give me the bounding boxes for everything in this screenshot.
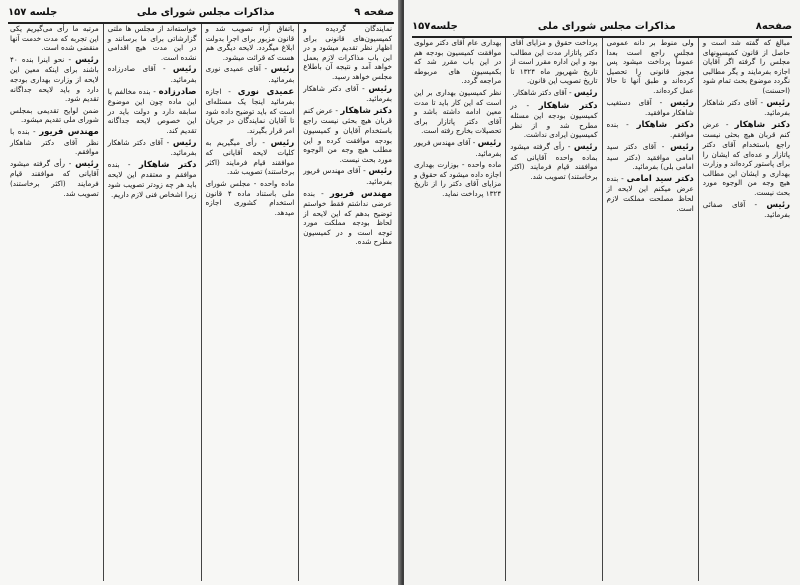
- speaker-name: دکتر شاهکار: [340, 105, 393, 116]
- paragraph-text: مبالغ که گفته شد است و حاصل از قانون کمیسیونهای مجلس را گرفته اگر آقایان اجازه بفرمایند و یگر مطالبی نگردد موضوع بحث تمام شود (احسنت): [702, 38, 790, 95]
- speaker-name: صادرزاده: [158, 86, 197, 97]
- paragraph: دکتر شاهکار - در کمیسیون بودجه این مسئله مطرح شد و از نظر کمیسیون ایرادی نداشت.: [510, 100, 598, 140]
- speaker-name: رئیس: [477, 137, 502, 148]
- speaker-name: دکتر شاهکار: [138, 159, 197, 170]
- paragraph-text: نحو اینرا بنده ۴۰ باشند برای اینکه معین این لایحه از وزارت بهداری بودجه دارد و باید لایحه جداگانه تقدیم شود.: [10, 54, 99, 104]
- speaker-name: رئیس: [766, 97, 790, 108]
- right-page: [404, 0, 800, 585]
- paragraph: [10, 106, 99, 125]
- paragraph: [414, 38, 501, 86]
- paragraph-text: در کمیسیون بودجه این مسئله مطرح شد و از نظر کمیسیون ایرادی نداشت.: [510, 100, 598, 140]
- paragraph-text: آقای مهندس فریور بفرمائید.: [303, 166, 392, 186]
- paragraph-text: اجازه بفرمائید اینجا یک مسئله‌ای است که باید توضیح داده شود تا آقایان نمایندگان در جریان امر قرار بگیرند.: [205, 86, 295, 135]
- paragraph: رئیس - رأی گرفته میشود بماده واحده آقایانی که موافقند قیام فرمایند (اکثر برخاستند) تصویب شد.: [510, 141, 598, 181]
- paragraph-text: ولی منوط بر دانه عمومی مجلس راجع است بعدا عموماً پرداخت میشود پس مجوز قانونی را تحصیل کرده‌اند و طبق آنها تا حالا عمل کرده‌اند.: [606, 38, 694, 95]
- paragraph-text: بنده عرض میکنم این لایحه از لحاظ مصلحت مملکت لازم است.: [606, 173, 694, 213]
- paragraph-text: بهداری عام آقای دکتر مولوی موافقت کمیسیون بودجه هم در این باب مقرر شد که بکمیسیون های مربوطه مراجعه گردد.: [414, 38, 502, 86]
- paragraph-text: بنده موافقم.: [606, 119, 694, 140]
- paragraph-text: مرتبه ما رأی می‌گیریم یکی این تجربه که مدت خدمت آنها منقضی شده است.: [10, 24, 99, 53]
- paragraph-text: رأی گرفته میشود بماده واحده آقایانی که موافقند قیام فرمایند (اکثر برخاستند) تصویب شد.: [510, 141, 598, 181]
- speaker-name: عمیدی نوری: [237, 86, 295, 97]
- text-columns: [6, 24, 396, 581]
- paragraph-text: رأی میگیریم به کلیات لایحه آقایانی که موافقند قیام فرمایند (اکثر برخاستند) تصویب شد.: [205, 137, 295, 177]
- paragraph: صادرزاده - بنده مخالفم با این ماده چون این موضوع سابقه دارد و دولت باید در این خصوص لایحه جداگانه تقدیم کند.: [107, 86, 197, 135]
- speaker-name: رئیس: [766, 199, 790, 210]
- speaker-name: رئیس: [75, 158, 99, 169]
- paragraph: [303, 24, 392, 82]
- paragraph: [703, 38, 790, 96]
- speaker-name: رئیس: [670, 141, 694, 152]
- text-column: [298, 24, 396, 581]
- paragraph-text: نمایندگان گردیده و کمیسیون‌های قانونی برای اظهار نظر تقدیم میشود و در این باب مذاکرات لازم بعمل خواهد آمد و نتیجه آن باطلاع مجلس خواهد رسید.: [303, 24, 392, 81]
- paragraph: عمیدی نوری - اجازه بفرمائید اینجا یک مسئله‌ای است که باید توضیح داده شود تا آقایان نمایندگان در جریان امر قرار بگیرند.: [205, 86, 295, 135]
- paragraph-text: آقای عمیدی نوری بفرمائید.: [205, 64, 295, 84]
- paragraph: دکتر شاهکار - عرض کنم قربان هیچ بحثی نیست راجع باستخدام آقای دکتر پاتازار و عده‌ای که ایشان را برای پاستور کرده‌اند و وزارت بهداری و ایشان این مطالب هیچ وجه من الوجوه مورد بحث نیست.: [702, 119, 790, 197]
- paragraph: رئیس - آقای مهندس فریور بفرمائید.: [414, 137, 502, 158]
- paragraph: [10, 24, 99, 53]
- paragraph-text: عرض کنم قربان هیچ بحثی نیست راجع باستخدام آقایان و کمیسیون بودجه موافقت کرده و این مطلب هیچ وجه من الوجوه مورد بحث نیست.: [303, 105, 392, 164]
- paragraph: رئیس - آقای دکتر شاهکار بفرمائید.: [702, 97, 790, 118]
- paragraph: رئیس - آقای دکتر شاهکار بفرمائید.: [303, 83, 392, 104]
- paragraph-text: آقای مهندس فریور بفرمائید.: [414, 137, 502, 158]
- paragraph-text: آقای صفائی بفرمائید.: [702, 199, 790, 220]
- speaker-name: رئیس: [573, 141, 598, 152]
- paragraph: [108, 24, 197, 62]
- paragraph-text: بنده مخالفم با این ماده چون این موضوع سابقه دارد و دولت باید در این خصوص لایحه جداگانه تقدیم کند.: [107, 86, 197, 135]
- paragraph-text: آقای دکتر سید امامی موافقید (دکتر سید امامی بلی) بفرمائید.: [606, 141, 694, 172]
- text-column: [410, 38, 505, 581]
- paragraph: رئیس - آقای صفائی بفرمائید.: [702, 199, 790, 220]
- paragraph-text: خواسته‌اند از مجلس ها ملتی گزارشاتی برای ما برسانند و در این مدت هیچ اقدامی نشده است.: [107, 24, 197, 62]
- speaker-name: رئیس: [172, 64, 197, 75]
- text-column: [602, 38, 698, 581]
- page-number: صفحه۸: [755, 20, 792, 32]
- session-number: جلسه ۱۵۷: [8, 6, 58, 18]
- text-column: [201, 24, 299, 581]
- page-header: [412, 18, 792, 38]
- speaker-name: رئیس: [270, 137, 295, 148]
- speaker-name: رئیس: [368, 83, 392, 94]
- paragraph: [206, 179, 295, 217]
- session-number: جلسه۱۵۷: [412, 20, 458, 32]
- paragraph: [414, 160, 501, 198]
- paragraph-text: بنده عرضی نداشتم فقط خواستم توضیح بدهم که این لایحه از لحاظ بودجه مملکت مورد توجه است و در کمیسیون مطرح شده.: [303, 188, 392, 247]
- paragraph: رئیس - آقای دکتر شاهکار.: [512, 87, 598, 98]
- paragraph-text: آقای دستغیب شاهکار موافقید.: [606, 97, 694, 118]
- speaker-name: مهندس فریور: [39, 126, 99, 137]
- paragraph: دکتر شاهکار - بنده موافقم و معتقدم این لایحه باید هر چه زودتر تصویب شود زیرا اشخاص فنی لازم داریم.: [107, 159, 197, 199]
- page-number: صفحه ۹: [354, 6, 394, 18]
- paragraph-text: آقای دکتر شاهکار بفرمائید.: [303, 83, 392, 104]
- paragraph-text: عرض کنم قربان هیچ بحثی نیست راجع باستخدام آقای دکتر پاتازار و عده‌ای که ایشان را برای پاستور کرده‌اند و وزارت بهداری و ایشان این مطالب هیچ وجه من الوجوه مورد بحث نیست.: [702, 119, 790, 197]
- speaker-name: رئیس: [368, 166, 392, 177]
- paragraph: مهندس فریور - بنده عرضی نداشتم فقط خواستم توضیح بدهم که این لایحه از لحاظ بودجه مملکت مورد توجه است و در کمیسیون مطرح شده.: [303, 188, 392, 247]
- paragraph-text: بنده موافقم و معتقدم این لایحه باید هر چه زودتر تصویب شود زیرا اشخاص فنی لازم داریم.: [107, 159, 197, 199]
- paragraph: رئیس - آقای عمیدی نوری بفرمائید.: [205, 64, 295, 84]
- paragraph: رئیس - نحو اینرا بنده ۴۰ باشند برای اینکه معین این لایحه از وزارت بهداری بودجه دارد و باید لایحه جداگانه تقدیم شود.: [10, 54, 99, 104]
- paragraph-text: پرداخت حقوق و مزایای آقای دکتر پاتازار مدت این مطالب بود و این اداره مقرر است از تاریخ شهریور ماه ۱۳۲۴ تا تاریخ تصویب این قانون.: [510, 38, 598, 86]
- page-title: مذاکرات مجلس شورای ملی: [136, 6, 275, 18]
- paragraph: رئیس - آقای دکتر سید امامی موافقید (دکتر سید امامی بلی) بفرمائید.: [606, 141, 694, 172]
- speaker-name: رئیس: [75, 54, 99, 65]
- speaker-name: دکتر شاهکار: [636, 119, 694, 130]
- paragraph: رئیس - آقای دستغیب شاهکار موافقید.: [606, 97, 694, 118]
- speaker-name: مهندس فریور: [329, 188, 392, 199]
- paragraph-text: آقای دکتر شاهکار بفرمائید.: [107, 137, 197, 158]
- text-column: [698, 38, 794, 581]
- paragraph: رئیس - آقای صادرزاده بفرمائید.: [107, 64, 197, 84]
- paragraph: رئیس - رأی گرفته میشود آقایانی که موافقند قیام فرمایند (اکثر برخاستند) تصویب شد.: [10, 158, 99, 198]
- speaker-name: دکتر سید امامی: [626, 173, 694, 184]
- paragraph-text: نظر کمیسیون بهداری بر این است که این کار باید تا مدت معین ادامه داشته باشد و آقای دکتر پاتازار برای تحصیلات بخارج رفته است.: [414, 87, 502, 136]
- paragraph-text: آقای دکتر شاهکار.: [512, 87, 567, 97]
- text-column: [6, 24, 103, 581]
- text-column: [103, 24, 201, 581]
- paragraph: [206, 24, 295, 62]
- page-header: [8, 4, 394, 24]
- paragraph-text: رأی گرفته میشود آقایانی که موافقند قیام فرمایند (اکثر برخاستند) تصویب شد.: [10, 158, 99, 198]
- paragraph: [414, 88, 501, 136]
- paragraph: رئیس - آقای مهندس فریور بفرمائید.: [303, 166, 392, 186]
- paragraph-text: ضمن لوایح تقدیمی بمجلس شورای ملی تقدیم میشود.: [10, 105, 99, 125]
- paragraph: دکتر شاهکار - بنده موافقم.: [606, 119, 694, 140]
- page-title: مذاکرات مجلس شورای ملی: [537, 20, 676, 32]
- speaker-name: رئیس: [270, 64, 295, 75]
- paragraph-text: ماده واحده - مجلس شورای ملی باستناد ماده ۴ قانون استخدام کشوری اجازه میدهد.: [205, 178, 295, 217]
- paragraph: [607, 38, 694, 96]
- paragraph: مهندس فریور - بنده با نظر آقای دکتر شاهکار موافقم.: [10, 126, 99, 157]
- paragraph: دکتر شاهکار - عرض کنم قربان هیچ بحثی نیست راجع باستخدام آقایان و کمیسیون بودجه موافقت کرده و این مطلب هیچ وجه من الوجوه مورد بحث نیست.: [303, 105, 393, 164]
- paragraph: دکتر سید امامی - بنده عرض میکنم این لایحه از لحاظ مصلحت مملکت لازم است.: [606, 173, 694, 213]
- paragraph-text: آقای صادرزاده بفرمائید.: [107, 64, 197, 84]
- speaker-name: دکتر شاهکار: [734, 119, 790, 130]
- paragraph-text: آقای دکتر شاهکار بفرمائید.: [702, 97, 790, 118]
- text-column: [505, 38, 601, 581]
- text-columns: [410, 38, 794, 581]
- speaker-name: دکتر شاهکار: [538, 100, 598, 111]
- paragraph-text: باتفاق آراء تصویب شد و قانون مزبور برای اجرا بدولت ابلاغ میگردد. لایحه دیگری هم هست که قرائت میشود.: [205, 24, 295, 62]
- speaker-name: رئیس: [670, 97, 694, 108]
- paragraph: رئیس - رأی میگیریم به کلیات لایحه آقایانی که موافقند قیام فرمایند (اکثر برخاستند) تصویب شد.: [205, 137, 295, 177]
- paragraph: [510, 38, 597, 86]
- speaker-name: رئیس: [573, 87, 598, 98]
- paragraph: رئیس - آقای دکتر شاهکار بفرمائید.: [107, 137, 197, 158]
- paragraph-text: ماده واحده - بوزارت بهداری اجازه داده میشود که حقوق و مزایای آقای دکتر را از تاریخ ۱۳۲۴ پرداخت نماید.: [414, 160, 502, 198]
- paragraph-text: بنده با نظر آقای دکتر شاهکار موافقم.: [10, 126, 99, 157]
- speaker-name: رئیس: [172, 137, 197, 148]
